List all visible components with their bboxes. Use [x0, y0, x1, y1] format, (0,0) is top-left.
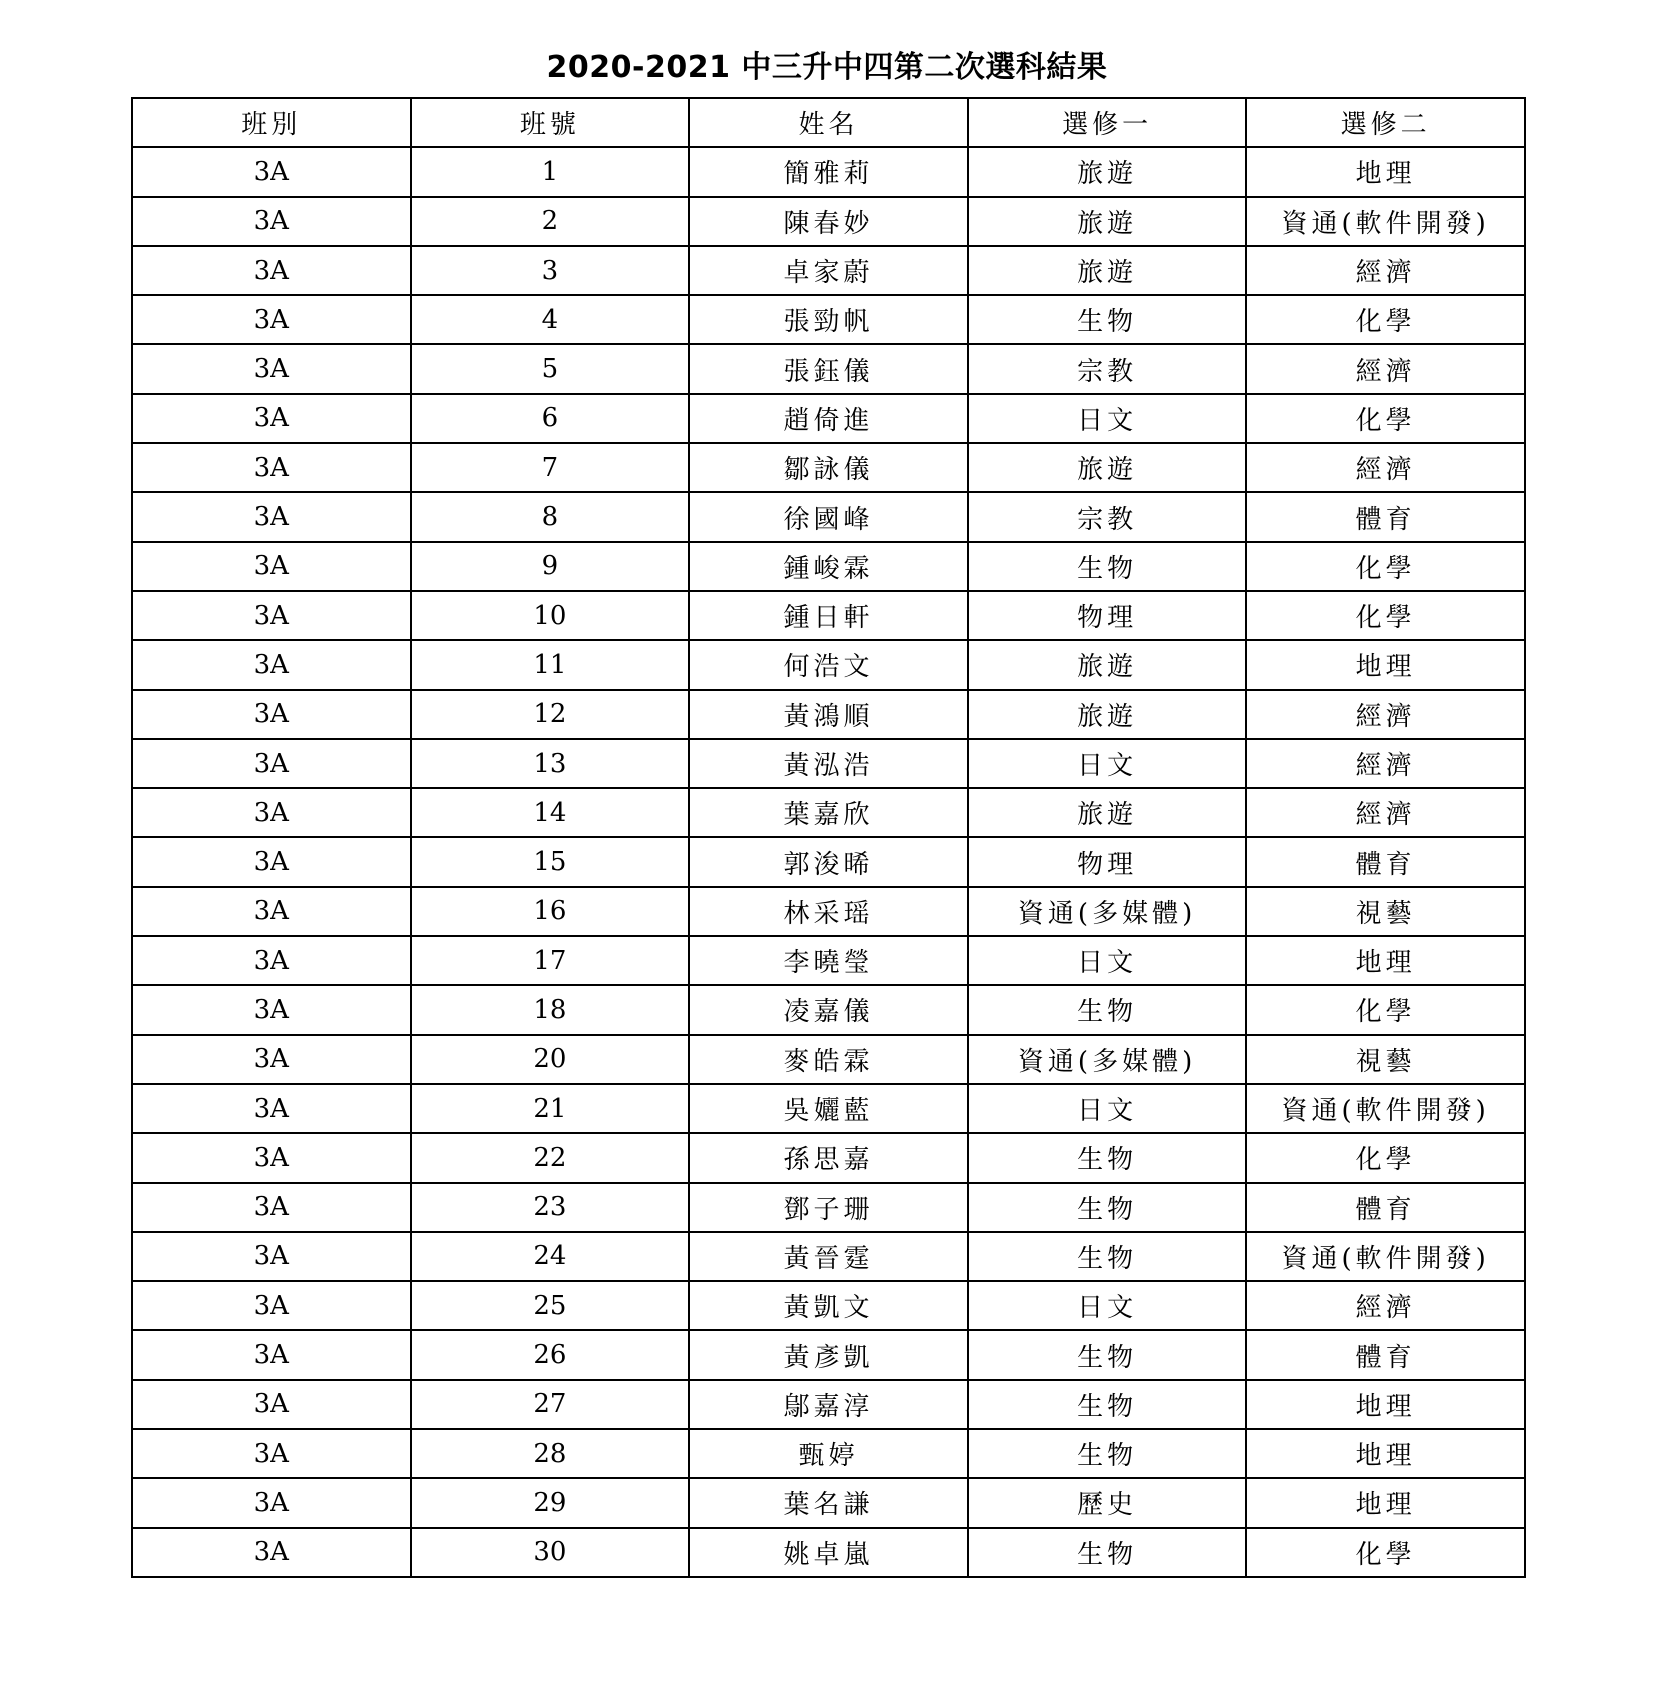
cell-student-name: 張鈺儀 — [689, 344, 968, 393]
cell-class-number: 3 — [411, 246, 690, 295]
cell-class-number: 2 — [411, 197, 690, 246]
cell-elective-1: 日文 — [968, 1084, 1247, 1133]
table-row — [132, 591, 1525, 640]
cell-class-number: 25 — [411, 1281, 690, 1330]
cell-student-name: 鄧子珊 — [689, 1183, 968, 1232]
cell-elective-2: 地理 — [1246, 640, 1525, 689]
table-row — [132, 739, 1525, 788]
cell-elective-2: 地理 — [1246, 1429, 1525, 1478]
cell-student-name: 甄婷 — [689, 1429, 968, 1478]
cell-elective-1: 日文 — [968, 394, 1247, 443]
cell-elective-1: 資通(多媒體) — [968, 887, 1247, 936]
cell-student-name: 黃彥凱 — [689, 1330, 968, 1379]
cell-class: 3A — [132, 1330, 411, 1379]
header-row — [132, 98, 1525, 147]
cell-student-name: 郭浚晞 — [689, 837, 968, 886]
cell-class: 3A — [132, 1478, 411, 1527]
table-row — [132, 1084, 1525, 1133]
cell-class-number: 17 — [411, 936, 690, 985]
cell-class: 3A — [132, 690, 411, 739]
cell-elective-2: 體育 — [1246, 492, 1525, 541]
cell-student-name: 簡雅莉 — [689, 147, 968, 196]
cell-elective-2: 經濟 — [1246, 1281, 1525, 1330]
cell-elective-1: 物理 — [968, 591, 1247, 640]
cell-elective-2: 經濟 — [1246, 788, 1525, 837]
table-row — [132, 837, 1525, 886]
table-row — [132, 295, 1525, 344]
cell-elective-2: 體育 — [1246, 1330, 1525, 1379]
cell-class: 3A — [132, 542, 411, 591]
cell-class: 3A — [132, 788, 411, 837]
cell-class-number: 1 — [411, 147, 690, 196]
cell-elective-1: 旅遊 — [968, 147, 1247, 196]
cell-elective-2: 化學 — [1246, 985, 1525, 1034]
cell-class-number: 8 — [411, 492, 690, 541]
table-row — [132, 197, 1525, 246]
cell-elective-1: 歷史 — [968, 1478, 1247, 1527]
cell-elective-2: 經濟 — [1246, 739, 1525, 788]
selection-results-table — [131, 97, 1526, 1578]
cell-student-name: 鄔嘉淳 — [689, 1380, 968, 1429]
cell-elective-1: 生物 — [968, 1232, 1247, 1281]
cell-student-name: 林采瑶 — [689, 887, 968, 936]
table-row — [132, 344, 1525, 393]
cell-student-name: 何浩文 — [689, 640, 968, 689]
cell-elective-2: 化學 — [1246, 1528, 1525, 1577]
cell-elective-1: 生物 — [968, 1380, 1247, 1429]
cell-student-name: 張勁帆 — [689, 295, 968, 344]
cell-student-name: 姚卓嵐 — [689, 1528, 968, 1577]
cell-class-number: 7 — [411, 443, 690, 492]
cell-class-number: 26 — [411, 1330, 690, 1379]
header-class-number: 班號 — [411, 98, 690, 147]
cell-elective-1: 生物 — [968, 1429, 1247, 1478]
page-title: 2020-2021 中三升中四第二次選科結果 — [546, 50, 1108, 85]
cell-elective-1: 生物 — [968, 985, 1247, 1034]
cell-elective-2: 化學 — [1246, 1133, 1525, 1182]
cell-elective-1: 生物 — [968, 1330, 1247, 1379]
cell-class: 3A — [132, 1133, 411, 1182]
cell-elective-2: 地理 — [1246, 936, 1525, 985]
cell-elective-1: 日文 — [968, 1281, 1247, 1330]
table-row — [132, 1330, 1525, 1379]
cell-student-name: 陳春妙 — [689, 197, 968, 246]
header-elective-1: 選修一 — [968, 98, 1247, 147]
table-row — [132, 492, 1525, 541]
cell-student-name: 鍾日軒 — [689, 591, 968, 640]
cell-elective-1: 生物 — [968, 1133, 1247, 1182]
cell-elective-1: 宗教 — [968, 344, 1247, 393]
table-row — [132, 1133, 1525, 1182]
cell-class-number: 30 — [411, 1528, 690, 1577]
cell-class-number: 15 — [411, 837, 690, 886]
cell-class-number: 24 — [411, 1232, 690, 1281]
table-row — [132, 1232, 1525, 1281]
cell-class-number: 5 — [411, 344, 690, 393]
table-row — [132, 1183, 1525, 1232]
cell-elective-1: 日文 — [968, 936, 1247, 985]
table-row — [132, 1528, 1525, 1577]
cell-class: 3A — [132, 443, 411, 492]
table-row — [132, 147, 1525, 196]
cell-class: 3A — [132, 344, 411, 393]
table-row — [132, 394, 1525, 443]
cell-student-name: 黃凱文 — [689, 1281, 968, 1330]
cell-elective-2: 資通(軟件開發) — [1246, 1084, 1525, 1133]
cell-elective-2: 體育 — [1246, 837, 1525, 886]
cell-class-number: 22 — [411, 1133, 690, 1182]
cell-elective-1: 物理 — [968, 837, 1247, 886]
cell-class: 3A — [132, 837, 411, 886]
header-elective-2: 選修二 — [1246, 98, 1525, 147]
cell-elective-1: 資通(多媒體) — [968, 1035, 1247, 1084]
cell-class-number: 12 — [411, 690, 690, 739]
cell-elective-1: 宗教 — [968, 492, 1247, 541]
cell-class-number: 28 — [411, 1429, 690, 1478]
cell-class-number: 11 — [411, 640, 690, 689]
cell-elective-2: 視藝 — [1246, 1035, 1525, 1084]
cell-class-number: 10 — [411, 591, 690, 640]
header-student-name: 姓名 — [689, 98, 968, 147]
table-row — [132, 936, 1525, 985]
cell-elective-1: 旅遊 — [968, 246, 1247, 295]
table-row — [132, 1380, 1525, 1429]
cell-student-name: 吳孋藍 — [689, 1084, 968, 1133]
cell-elective-2: 地理 — [1246, 1380, 1525, 1429]
cell-class: 3A — [132, 197, 411, 246]
table-row — [132, 443, 1525, 492]
cell-class-number: 4 — [411, 295, 690, 344]
cell-class: 3A — [132, 1528, 411, 1577]
cell-elective-1: 旅遊 — [968, 690, 1247, 739]
cell-class: 3A — [132, 1084, 411, 1133]
cell-class: 3A — [132, 739, 411, 788]
cell-student-name: 黃泓浩 — [689, 739, 968, 788]
cell-class: 3A — [132, 1183, 411, 1232]
cell-student-name: 鍾峻霖 — [689, 542, 968, 591]
cell-elective-2: 地理 — [1246, 147, 1525, 196]
cell-elective-1: 生物 — [968, 542, 1247, 591]
table-row — [132, 542, 1525, 591]
cell-elective-2: 經濟 — [1246, 690, 1525, 739]
cell-elective-2: 地理 — [1246, 1478, 1525, 1527]
table-body — [132, 147, 1525, 1577]
cell-student-name: 卓家蔚 — [689, 246, 968, 295]
cell-class-number: 27 — [411, 1380, 690, 1429]
table-header — [132, 98, 1525, 147]
cell-elective-1: 旅遊 — [968, 443, 1247, 492]
table-row — [132, 690, 1525, 739]
table-row — [132, 1429, 1525, 1478]
cell-class: 3A — [132, 936, 411, 985]
cell-class: 3A — [132, 1380, 411, 1429]
cell-class: 3A — [132, 591, 411, 640]
cell-elective-2: 視藝 — [1246, 887, 1525, 936]
table-row — [132, 1281, 1525, 1330]
cell-elective-2: 化學 — [1246, 542, 1525, 591]
cell-elective-2: 化學 — [1246, 394, 1525, 443]
cell-student-name: 黃鴻順 — [689, 690, 968, 739]
cell-elective-2: 經濟 — [1246, 344, 1525, 393]
cell-elective-1: 旅遊 — [968, 788, 1247, 837]
cell-student-name: 黃晉霆 — [689, 1232, 968, 1281]
cell-class: 3A — [132, 147, 411, 196]
cell-class-number: 20 — [411, 1035, 690, 1084]
table-row — [132, 1478, 1525, 1527]
cell-elective-2: 資通(軟件開發) — [1246, 197, 1525, 246]
cell-class: 3A — [132, 1429, 411, 1478]
cell-elective-2: 化學 — [1246, 295, 1525, 344]
table-row — [132, 985, 1525, 1034]
cell-class-number: 29 — [411, 1478, 690, 1527]
cell-class-number: 13 — [411, 739, 690, 788]
cell-class: 3A — [132, 394, 411, 443]
cell-elective-2: 資通(軟件開發) — [1246, 1232, 1525, 1281]
cell-elective-1: 日文 — [968, 739, 1247, 788]
cell-class: 3A — [132, 492, 411, 541]
cell-class-number: 9 — [411, 542, 690, 591]
cell-elective-1: 旅遊 — [968, 197, 1247, 246]
cell-student-name: 趙倚進 — [689, 394, 968, 443]
cell-student-name: 凌嘉儀 — [689, 985, 968, 1034]
cell-student-name: 麥皓霖 — [689, 1035, 968, 1084]
cell-elective-1: 生物 — [968, 1183, 1247, 1232]
cell-class: 3A — [132, 1281, 411, 1330]
cell-student-name: 葉嘉欣 — [689, 788, 968, 837]
cell-class: 3A — [132, 985, 411, 1034]
cell-elective-2: 化學 — [1246, 591, 1525, 640]
cell-class: 3A — [132, 1035, 411, 1084]
cell-elective-1: 生物 — [968, 1528, 1247, 1577]
cell-elective-1: 生物 — [968, 295, 1247, 344]
cell-class-number: 23 — [411, 1183, 690, 1232]
cell-class-number: 16 — [411, 887, 690, 936]
cell-elective-2: 經濟 — [1246, 246, 1525, 295]
cell-class-number: 14 — [411, 788, 690, 837]
cell-class-number: 18 — [411, 985, 690, 1034]
table-row — [132, 887, 1525, 936]
cell-class-number: 6 — [411, 394, 690, 443]
table-row — [132, 1035, 1525, 1084]
cell-student-name: 鄒詠儀 — [689, 443, 968, 492]
cell-class: 3A — [132, 246, 411, 295]
header-class: 班別 — [132, 98, 411, 147]
table-row — [132, 788, 1525, 837]
cell-class: 3A — [132, 887, 411, 936]
cell-elective-2: 經濟 — [1246, 443, 1525, 492]
cell-class: 3A — [132, 640, 411, 689]
cell-student-name: 徐國峰 — [689, 492, 968, 541]
cell-student-name: 孫思嘉 — [689, 1133, 968, 1182]
cell-student-name: 李曉瑩 — [689, 936, 968, 985]
table-row — [132, 640, 1525, 689]
cell-class-number: 21 — [411, 1084, 690, 1133]
table-row — [132, 246, 1525, 295]
cell-elective-2: 體育 — [1246, 1183, 1525, 1232]
cell-student-name: 葉名謙 — [689, 1478, 968, 1527]
cell-class: 3A — [132, 295, 411, 344]
cell-class: 3A — [132, 1232, 411, 1281]
cell-elective-1: 旅遊 — [968, 640, 1247, 689]
